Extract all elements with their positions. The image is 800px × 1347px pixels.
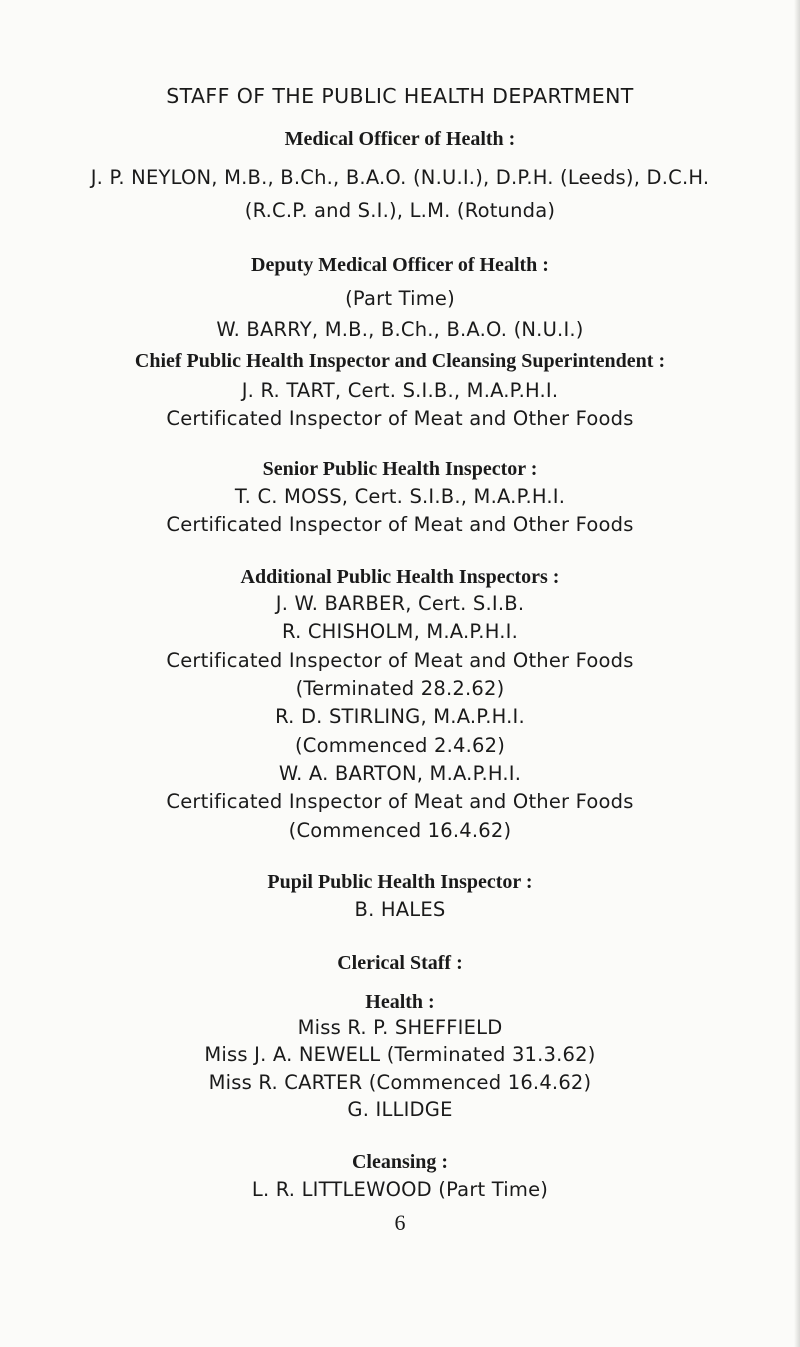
staff-line: W. A. BARTON, M.A.P.H.I. <box>278 762 522 785</box>
section-heading-cleansing: Cleansing : <box>351 1151 449 1173</box>
staff-line: Miss J. A. NEWELL (Terminated 31.3.62) <box>204 1043 596 1066</box>
staff-line: Certificated Inspector of Meat and Other Foods <box>166 649 634 672</box>
staff-line: (Part Time) <box>345 287 455 310</box>
staff-line: J. R. TART, Cert. S.I.B., M.A.P.H.I. <box>241 379 559 402</box>
staff-line: (R.C.P. and S.I.), L.M. (Rotunda) <box>244 199 556 222</box>
staff-line: R. D. STIRLING, M.A.P.H.I. <box>275 705 525 728</box>
page-number: 6 <box>394 1210 406 1235</box>
staff-line: (Commenced 2.4.62) <box>294 734 506 757</box>
staff-line: Certificated Inspector of Meat and Other Foods <box>166 407 634 430</box>
staff-line: Certificated Inspector of Meat and Other Foods <box>166 513 634 536</box>
section-heading-medical-officer: Medical Officer of Health : <box>284 128 516 150</box>
section-heading-additional-inspectors: Additional Public Health Inspectors : <box>240 566 560 588</box>
section-heading-health: Health : <box>365 991 435 1013</box>
section-heading-deputy-medical-officer: Deputy Medical Officer of Health : <box>251 254 549 276</box>
section-heading-clerical-staff: Clerical Staff : <box>337 952 463 974</box>
staff-line: (Commenced 16.4.62) <box>288 819 512 842</box>
section-heading-pupil-inspector: Pupil Public Health Inspector : <box>267 871 533 893</box>
staff-line: B. HALES <box>354 898 446 921</box>
page-title: STAFF OF THE PUBLIC HEALTH DEPARTMENT <box>166 84 634 108</box>
staff-line: W. BARRY, M.B., B.Ch., B.A.O. (N.U.I.) <box>216 318 584 341</box>
staff-line: G. ILLIDGE <box>347 1098 453 1121</box>
staff-line: Miss R. CARTER (Commenced 16.4.62) <box>208 1071 592 1094</box>
staff-line: L. R. LITTLEWOOD (Part Time) <box>251 1178 549 1201</box>
staff-line: R. CHISHOLM, M.A.P.H.I. <box>282 620 518 643</box>
section-heading-senior-inspector: Senior Public Health Inspector : <box>262 458 538 480</box>
staff-line: T. C. MOSS, Cert. S.I.B., M.A.P.H.I. <box>234 485 566 508</box>
staff-line: J. P. NEYLON, M.B., B.Ch., B.A.O. (N.U.I.), D.P.H. (Leeds), D.C.H. <box>90 166 710 189</box>
staff-line: J. W. BARBER, Cert. S.I.B. <box>275 592 525 615</box>
staff-line: Certificated Inspector of Meat and Other Foods <box>166 790 634 813</box>
staff-line: (Terminated 28.2.62) <box>295 677 505 700</box>
section-heading-chief-inspector: Chief Public Health Inspector and Cleansing Superintendent : <box>134 350 666 372</box>
staff-line: Miss R. P. SHEFFIELD <box>297 1016 503 1039</box>
